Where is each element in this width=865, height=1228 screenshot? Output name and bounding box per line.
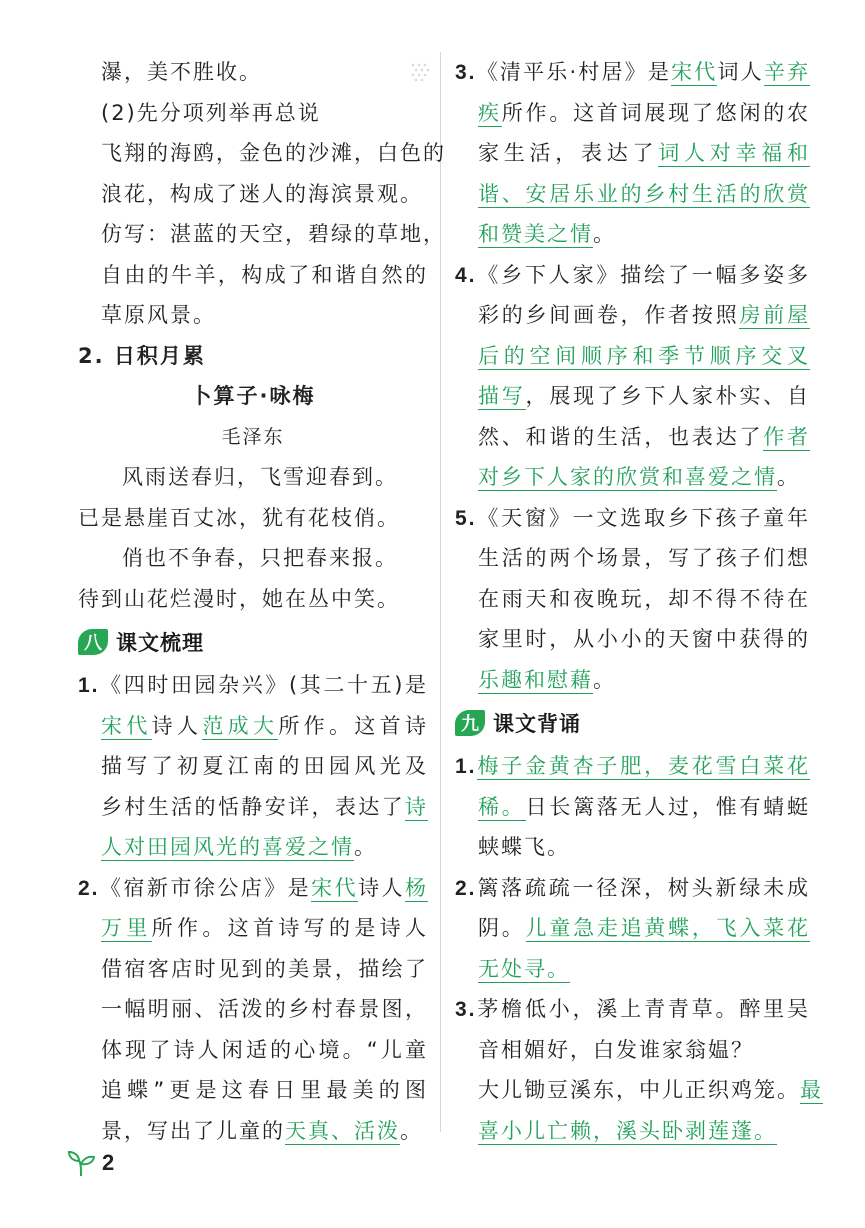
q2-line <box>78 868 428 909</box>
text: ，展现了乡下人家朴实、自 <box>525 384 811 408</box>
q1-line <box>78 827 428 868</box>
text: 诗人 <box>151 713 203 738</box>
answer-emotion: 谐、安居乐业的乡村生活的欣赏 <box>478 181 810 206</box>
r1-line <box>455 746 810 787</box>
answer-recite: 稀。 <box>478 794 526 819</box>
answer-order: 描写 <box>478 384 526 408</box>
text: 家生活，表达了 <box>478 141 659 165</box>
r2-line <box>455 949 810 990</box>
r3-line: 音相媚好，白发谁家翁媪？ <box>478 1037 754 1062</box>
answer-emotion: 诗 <box>405 794 428 819</box>
answer-author: 万里 <box>101 916 152 940</box>
answer-dynasty: 宋代 <box>311 875 359 900</box>
answer-emotion: 作者 <box>763 424 811 449</box>
q4-line <box>455 336 810 377</box>
text: 《天窗》一文选取乡下孩子童年 <box>476 505 810 530</box>
answer-emotion: 词人对幸福和 <box>658 141 810 165</box>
text: 大儿锄豆溪东，中儿正织鸡笼。 <box>478 1078 800 1102</box>
q4-line <box>455 376 810 417</box>
text: 《宿新市徐公店》是 <box>99 875 312 900</box>
poem-line: 已是悬崖百丈冰，犹有花枝俏。 <box>78 505 400 530</box>
r3-line <box>455 1111 810 1152</box>
q5-line <box>455 498 810 539</box>
q3-line <box>455 174 810 215</box>
q3-line <box>455 133 810 174</box>
poem-title: 卜算子·咏梅 <box>190 384 316 408</box>
q2-line <box>78 908 428 949</box>
page-number: 2 <box>102 1150 115 1175</box>
r3-line <box>455 1070 823 1111</box>
text: 所作。这首诗 <box>278 713 429 738</box>
text: 所作。这首诗写的是诗人 <box>151 916 429 940</box>
text-line: 飞翔的海鸥，金色的沙滩，白色的 <box>101 141 446 165</box>
poem-author: 毛泽东 <box>221 425 285 448</box>
r2-line <box>455 868 810 909</box>
text: 景，写出了儿童的 <box>101 1118 285 1143</box>
answer-order: 后的空间顺序和季节顺序交叉 <box>478 343 810 368</box>
text: 阴。 <box>478 916 526 940</box>
answer-emotion: 对乡下人家的欣赏和喜爱之情 <box>478 465 777 489</box>
answer-author: 杨 <box>405 875 429 900</box>
q1-line <box>78 787 428 828</box>
answer-emotion: 人对田园风光的喜爱之情 <box>101 835 354 859</box>
text: 然、和谐的生活，也表达了 <box>478 424 764 449</box>
answer-recite: 喜小儿亡赖，溪头卧剥莲蓬。 <box>478 1118 777 1143</box>
text: 彩的乡间画卷，作者按照 <box>478 303 740 327</box>
text-line: 浪花，构成了迷人的海滨景观。 <box>101 181 423 206</box>
q4-line <box>455 457 810 498</box>
text: 。 <box>593 667 616 692</box>
r2-line <box>455 908 810 949</box>
q3-line <box>455 214 810 255</box>
item-number: 1. <box>78 674 100 697</box>
answer-author: 辛弃 <box>763 60 810 84</box>
q5-line: 在雨天和夜晚玩，却不得不待在 <box>478 586 810 611</box>
answer-recite: 梅子金黄杏子肥，麦花雪白菜花 <box>476 754 810 778</box>
page-footer <box>66 1148 114 1178</box>
q2-line: 体现了诗人闲适的心境。“儿童 <box>101 1037 428 1062</box>
item-number: 1. <box>455 755 477 778</box>
item-number: 2. <box>455 876 477 900</box>
q3-line <box>455 52 810 93</box>
answer-order: 房前屋 <box>739 303 811 327</box>
section-badge: 九 <box>455 710 485 736</box>
text: 《乡下人家》描绘了一幅多姿多 <box>476 262 810 287</box>
answer-emotion: 乐趣和慰藉 <box>478 667 593 692</box>
text: 篱落疏疏一径深，树头新绿未成 <box>476 875 810 900</box>
answer-author: 疾 <box>478 100 502 125</box>
q5-line: 生活的两个场景，写了孩子们想 <box>478 546 810 570</box>
q5-line <box>455 660 810 701</box>
answer-dynasty: 宋代 <box>101 713 152 738</box>
answer-recite: 最 <box>800 1078 823 1102</box>
answer-words: 天真、活泼 <box>285 1118 400 1143</box>
answer-recite: 儿童急走追黄蝶，飞入菜花 <box>525 916 811 940</box>
subheading: (2)先分项列举再总说 <box>101 100 321 125</box>
q2-line <box>78 1111 428 1152</box>
item-number: 3. <box>455 998 477 1021</box>
r3-line <box>455 989 810 1030</box>
section-header <box>78 621 428 663</box>
q2-line: 借宿客店时见到的美景，描绘了 <box>101 956 428 981</box>
answer-author: 范成大 <box>202 713 279 738</box>
text: 所作。这首词展现了悠闲的农 <box>501 100 811 125</box>
text: 《清平乐·村居》是 <box>476 60 672 84</box>
answer-emotion: 和赞美之情 <box>478 222 593 246</box>
section-badge: 八 <box>78 629 108 655</box>
text: 乡村生活的恬静安详，表达了 <box>101 794 405 819</box>
item-heading: 2. 日积月累 <box>78 343 206 368</box>
text-line: 自由的牛羊，构成了和谐自然的 <box>101 262 428 287</box>
text: 词人 <box>717 60 764 84</box>
item-number: 3. <box>455 61 477 84</box>
sprout-icon <box>66 1148 96 1178</box>
q1-line <box>78 706 428 747</box>
poem-line: 待到山花烂漫时，她在丛中笑。 <box>78 586 400 611</box>
right-column <box>455 52 823 1151</box>
answer-dynasty: 宋代 <box>671 60 718 84</box>
q4-line <box>455 255 810 296</box>
text-line: 瀑，美不胜收。 <box>101 60 262 84</box>
q1-line: 描写了初夏江南的田园风光及 <box>101 754 428 778</box>
poem-line: 风雨送春归，飞雪迎春到。 <box>122 465 398 489</box>
item-number: 5. <box>455 506 477 530</box>
left-column <box>78 52 446 1151</box>
q2-line: 追蝶”更是这春日里最美的图 <box>101 1078 428 1102</box>
text: 。 <box>777 465 800 489</box>
poem-line: 俏也不争春，只把春来报。 <box>122 546 398 570</box>
item-number: 4. <box>455 263 477 287</box>
r1-line: 蛱蝶飞。 <box>478 835 570 859</box>
item-number: 2. <box>78 876 100 900</box>
text: 。 <box>400 1118 423 1143</box>
section-header <box>455 702 810 744</box>
q2-line: 一幅明丽、活泼的乡村春景图， <box>101 997 428 1021</box>
text: 《四时田园杂兴》(其二十五)是 <box>99 673 428 697</box>
answer-recite: 无处寻。 <box>478 956 570 981</box>
text-line: 草原风景。 <box>101 303 216 327</box>
text: 茅檐低小，溪上青青草。醉里吴 <box>476 997 810 1021</box>
text: 。 <box>593 222 616 246</box>
q1-line <box>78 665 428 706</box>
q4-line <box>455 295 810 336</box>
text: 诗人 <box>358 875 406 900</box>
q3-line <box>455 93 810 134</box>
text: 日长篱落无人过，惟有蜻蜓 <box>525 794 811 819</box>
q5-line: 家里时，从小小的天窗中获得的 <box>478 627 810 651</box>
r1-line <box>455 787 810 828</box>
q4-line <box>455 417 810 458</box>
section-title: 课文背诵 <box>493 712 581 736</box>
text-line: 仿写：湛蓝的天空，碧绿的草地， <box>101 222 446 246</box>
section-title: 课文梳理 <box>116 631 204 655</box>
text: 。 <box>354 835 377 859</box>
